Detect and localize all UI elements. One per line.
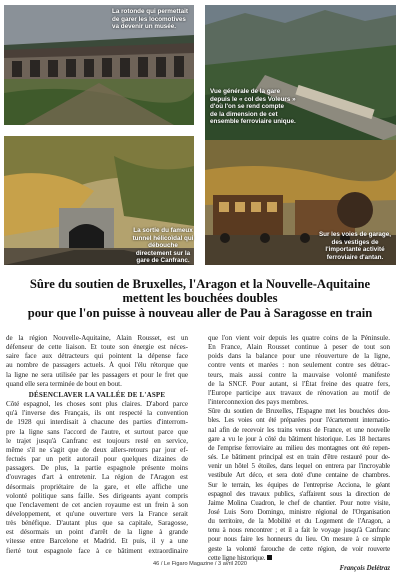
text-line: développement, et qu'une ouverture vers la France serait <box>6 509 188 518</box>
caption-line: débouche <box>148 242 178 250</box>
caption-line: directement sur la <box>135 249 191 257</box>
text-line: quand elle sera terminée de bout en bout. <box>6 379 122 388</box>
caption-line: de la dimension de cet <box>210 110 278 118</box>
text-line: désormais propriétaire de la gare, et elle affiche une <box>6 482 188 491</box>
caption-line: d'où l'on se rend compte <box>210 103 285 111</box>
caption-roundhouse <box>112 8 194 31</box>
text-line: est désormais un point d'arrêt de la ligne à grande <box>6 528 188 537</box>
text-line: au nombre de passagers actuels. À quoi l'élu rétorque que <box>6 361 188 370</box>
text-line: Jaime Molina Cuadron, le chef de chantier. Pour notre visite, <box>208 498 390 507</box>
caption-rolling-stock <box>316 231 394 261</box>
caption-line: de garer les locomotives <box>112 15 186 23</box>
text-line: passagers. De plus, la partie espagnole présente moins <box>6 464 188 473</box>
caption-line: va devenir un musée. <box>112 23 177 31</box>
headline-line: Sûre du soutien de Bruxelles, l'Aragon et la Nouvelle-Aquitaine <box>29 277 371 291</box>
text-line: Côté espagnol, les choses sont plus claires. D'abord parce <box>6 400 188 409</box>
page-footer: 46 / Le Figaro Magazine / 3 avril 2020 <box>153 561 247 567</box>
text-line: Sûre du soutien de Bruxelles, l'Espagne met les bouchées dou- <box>208 407 390 416</box>
body-paragraph <box>6 400 188 556</box>
caption-panorama <box>210 88 330 126</box>
text-line: très bénéfique. D'autant plus que sa capitale, Saragosse, <box>6 519 188 528</box>
article-column-left <box>6 334 188 556</box>
caption-tunnel <box>128 227 198 265</box>
caption-line: l'importante activité <box>325 246 385 254</box>
caption-line: ferroviaire d'antan. <box>326 253 384 261</box>
text-line: de l'emprise ferroviaire au milieu des montagnes ont été repen- <box>208 443 390 452</box>
caption-line: La sortie du fameux <box>133 227 193 234</box>
text-line: espagnol des travaux publics, s'affairent sous la direction de <box>208 489 390 498</box>
text-line: gare a vu le jour à côté du bâtiment historique. Les 18 hectares <box>208 434 390 443</box>
caption-line: des vestiges de <box>331 238 379 246</box>
text-line: pre la ligne sans l'accord de l'autre, et surtout parce que <box>6 427 188 436</box>
text-line: sés. Le bâtiment principal est en train d'être restauré pour de- <box>208 453 390 462</box>
caption-line: Sur les voies de garage, <box>318 231 392 238</box>
text-line: poids dans la balance pour une réouverture de la ligne, <box>208 352 390 361</box>
caption-line: ensemble ferroviaire unique. <box>210 118 296 126</box>
text-line: Sur le terrain, les équipes de l'entreprise Acciona, le géant <box>208 480 390 489</box>
text-line: teurs, mais aussi contre la mauvaise volonté manifeste <box>208 370 390 379</box>
text-line: défenseur de cette liaison. Et toute son énergie est néces- <box>6 343 188 352</box>
article-headline <box>12 277 388 320</box>
body-paragraph <box>208 334 390 407</box>
caption-line: Vue générale de la gare <box>210 88 281 95</box>
text-line: du territoire, de la Mobilité et du Logement de l'Aragon, a <box>208 517 390 526</box>
text-line: de 1928 qui interdisait à chacune des parties d'interrom- <box>6 418 188 427</box>
body-paragraph <box>208 407 390 563</box>
text-line: contre vents et marées : non seulement contre ses détrac- <box>208 361 390 370</box>
caption-line: La rotonde qui permettait <box>112 8 188 15</box>
text-line: En France, Alain Rousset continue à peser de tout son <box>208 343 390 352</box>
text-line: volonté politique sans faille. Ses dirigeants ayant compris <box>6 491 188 500</box>
intro-paragraph <box>6 334 188 389</box>
text-line: nal afin de recevoir les trains venus de France, et une nouvelle <box>208 425 390 434</box>
headline-line: mettent les bouchées doubles <box>122 291 278 306</box>
article-subhead: DÉSENCLAVER LA VALLÉE DE L'ASPE <box>28 390 166 399</box>
text-line: venir un hôtel 5 étoiles, dans lequel on entrera par l'incroyable <box>208 462 390 471</box>
text-line: l'interconnexion des pays membres. <box>208 398 309 407</box>
text-line: que l'on vient voir depuis les quatre coins de la Péninsule. <box>208 334 390 342</box>
text-line: que l'enclavement de cet ancien royaume est un frein à son <box>6 500 188 509</box>
text-line: vestibule Art déco, et sera doté d'une centaine de chambres. <box>208 471 390 480</box>
text-line: l'Europe participe aux travaux de rénovation au motif de <box>208 388 390 397</box>
text-line: tenu à nous rencontrer ; et il a fait le voyage jusqu'à Canfranc <box>208 526 390 535</box>
text-line: saire face aux détracteurs qui pointent la dépense face <box>6 352 188 361</box>
headline-line: pour que l'on puisse à nouveau aller de Pau à Saragosse en train <box>27 305 373 320</box>
caption-line: depuis le « col des Voleurs » <box>210 95 296 103</box>
text-line: fectués par un petit autorail pour quelques dizaines de <box>6 455 188 464</box>
text-line-content: cette ligne historique. <box>208 553 266 562</box>
article-byline: François Delétraz <box>339 564 390 572</box>
text-line: de la région Nouvelle-Aquitaine, Alain Rousset, est un <box>6 334 188 342</box>
text-line: d'ouvrages d'art à entretenir. La région de l'Aragon est <box>6 473 188 482</box>
text-line: José Luis Soro Domingo, ministre régional de l'Organisation <box>208 507 390 516</box>
caption-line: gare de Canfranc. <box>136 257 190 265</box>
text-line: le trajet jusqu'à Canfranc est toujours resté en service, <box>6 436 188 445</box>
article-column-right <box>208 334 390 573</box>
text-line: qu'à l'inverse des Français, ils ont respecté la convention <box>6 409 188 418</box>
text-line: fierté tout espagnole face à ce bâtiment extraordinaire <box>6 546 188 555</box>
text-line: de la SNCF. Pour autant, si l'État freine des quatre fers, <box>208 379 390 388</box>
text-line: bles. Les voies ont été préparées pour l'écartement internatio- <box>208 416 390 425</box>
text-line: vitesse entre Barcelone et Madrid. Et puis, il y a une <box>6 537 188 546</box>
text-line: geste la volonté farouche de cette région, de voir rouverte <box>208 544 390 553</box>
text-line: la ligne ne sera utilisée par les passagers et pour le fret que <box>6 370 188 379</box>
end-of-article-mark <box>267 555 272 560</box>
text-line: même s'il ne s'agit que de deux allers-retours par jour ef- <box>6 445 188 454</box>
caption-line: tunnel hélicoïdal qui <box>132 234 194 242</box>
text-line: pour nous faire les honneurs du lieu. On mesure à ce simple <box>208 535 390 544</box>
